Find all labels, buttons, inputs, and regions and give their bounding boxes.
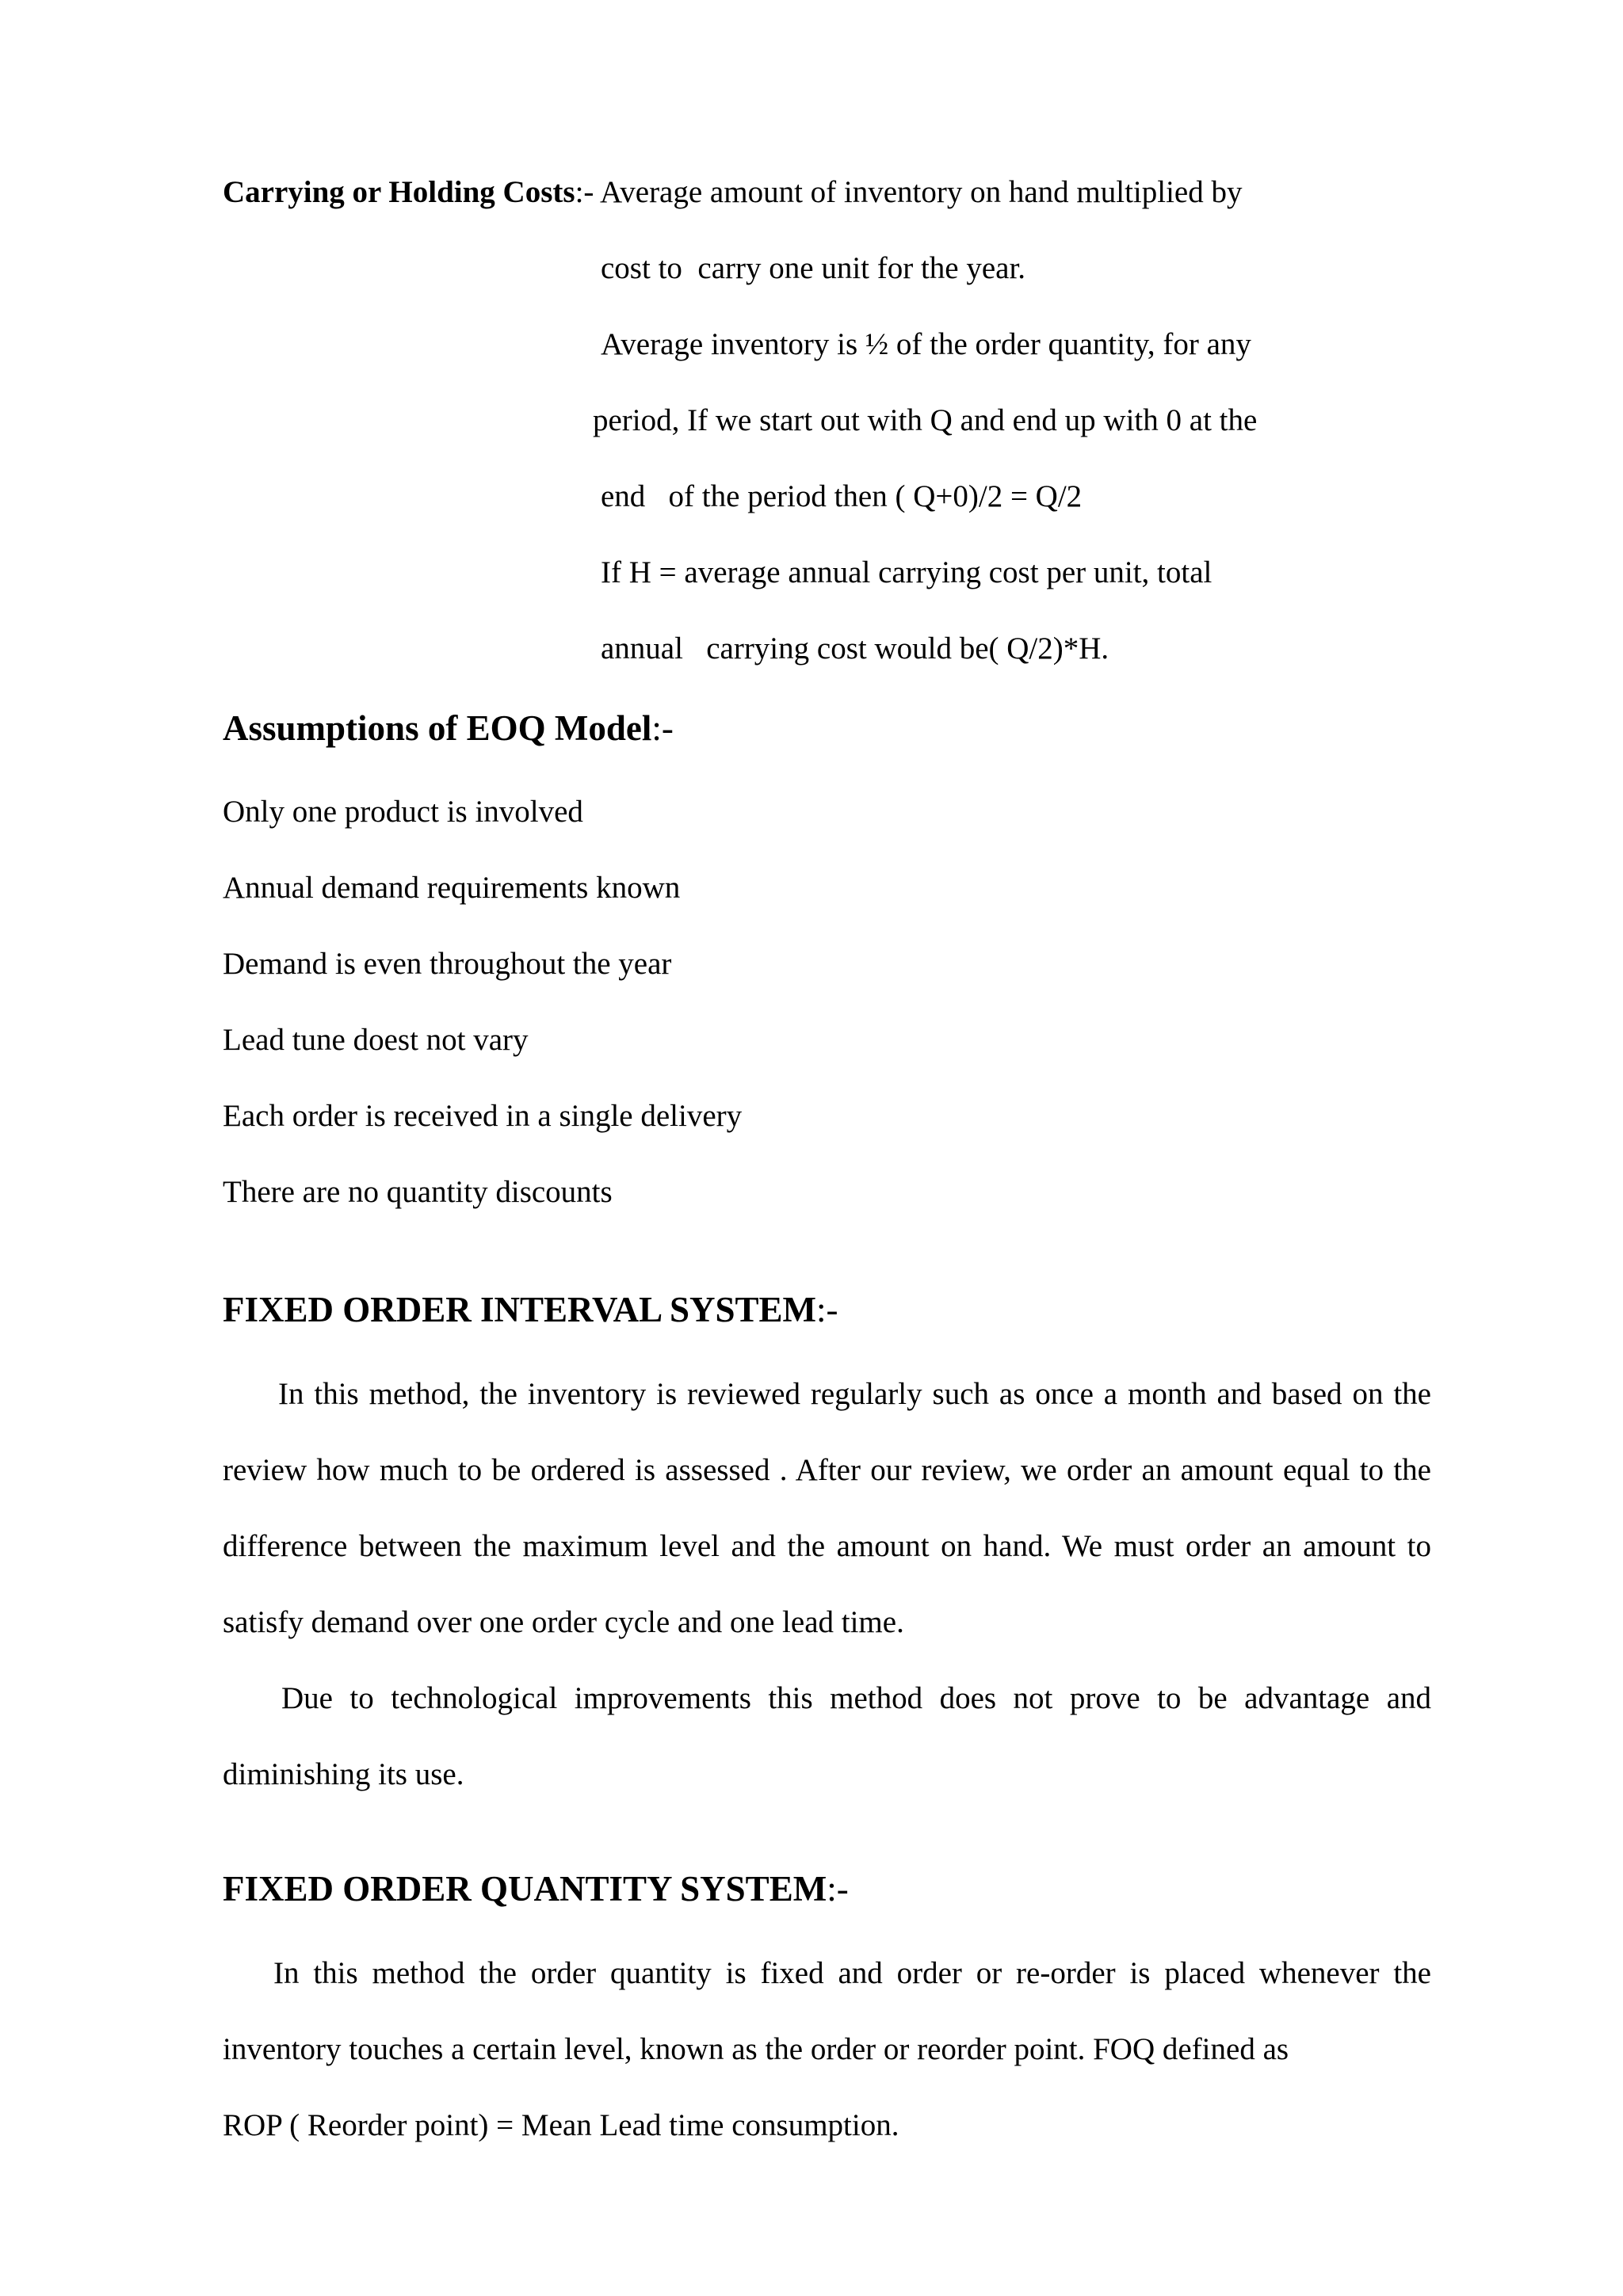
assumption-item: Each order is received in a single delivery xyxy=(223,1099,743,1133)
fixed-quantity-heading-suffix: :- xyxy=(827,1869,849,1909)
carrying-costs-line-4: period, If we start out with Q and end up with 0 at the xyxy=(593,403,1258,437)
fixed-interval-paragraph-2: Due to technological improvements this method does not prove to be advantage and diminishing its use. xyxy=(223,1681,1431,1791)
assumption-item: Annual demand requirements known xyxy=(223,871,681,905)
assumptions-heading-text: Assumptions of EOQ Model xyxy=(223,708,652,748)
fixed-interval-heading-suffix: :- xyxy=(816,1290,838,1329)
carrying-costs-line-2: cost to carry one unit for the year. xyxy=(601,251,1026,285)
carrying-costs-line-3: Average inventory is ½ of the order quantity, for any xyxy=(601,327,1251,361)
assumptions-heading-suffix: :- xyxy=(651,708,674,748)
carrying-costs-line-6: If H = average annual carrying cost per unit, total xyxy=(601,555,1212,589)
carrying-costs-separator: :- xyxy=(575,175,600,209)
assumption-item: Only one product is involved xyxy=(223,795,583,829)
fixed-quantity-paragraph-1: In this method the order quantity is fixed and order or re-order is placed whenever the inventory touches a certain level, known as the order or reorder point. FOQ defined as xyxy=(223,1956,1431,2066)
fixed-quantity-heading xyxy=(223,1867,849,1910)
assumption-item: Demand is even throughout the year xyxy=(223,947,672,981)
carrying-costs-text-1: Average amount of inventory on hand multiplied by xyxy=(599,175,1243,209)
fixed-interval-paragraph-1: In this method, the inventory is reviewed regularly such as once a month and based on the review how much to be ordered is assessed . After our review, we order an amount equal to the difference between the maximum level and the amount on hand. We must order an amount to satisfy demand over one order cycle and one lead time. xyxy=(223,1377,1431,1639)
carrying-costs-line-7: annual carrying cost would be( Q/2)*H. xyxy=(601,631,1109,666)
fixed-quantity-rop-line: ROP ( Reorder point) = Mean Lead time consumption. xyxy=(223,2108,899,2142)
carrying-costs-line-1 xyxy=(223,174,1243,212)
assumption-item: There are no quantity discounts xyxy=(223,1175,613,1209)
assumptions-heading xyxy=(223,707,674,749)
fixed-quantity-heading-text: FIXED ORDER QUANTITY SYSTEM xyxy=(223,1869,827,1909)
fixed-interval-heading-text: FIXED ORDER INTERVAL SYSTEM xyxy=(223,1290,817,1329)
carrying-costs-line-5: end of the period then ( Q+0)/2 = Q/2 xyxy=(601,479,1083,513)
assumption-item: Lead tune doest not vary xyxy=(223,1023,529,1057)
carrying-costs-term: Carrying or Holding Costs xyxy=(223,175,575,209)
fixed-interval-heading xyxy=(223,1288,838,1331)
